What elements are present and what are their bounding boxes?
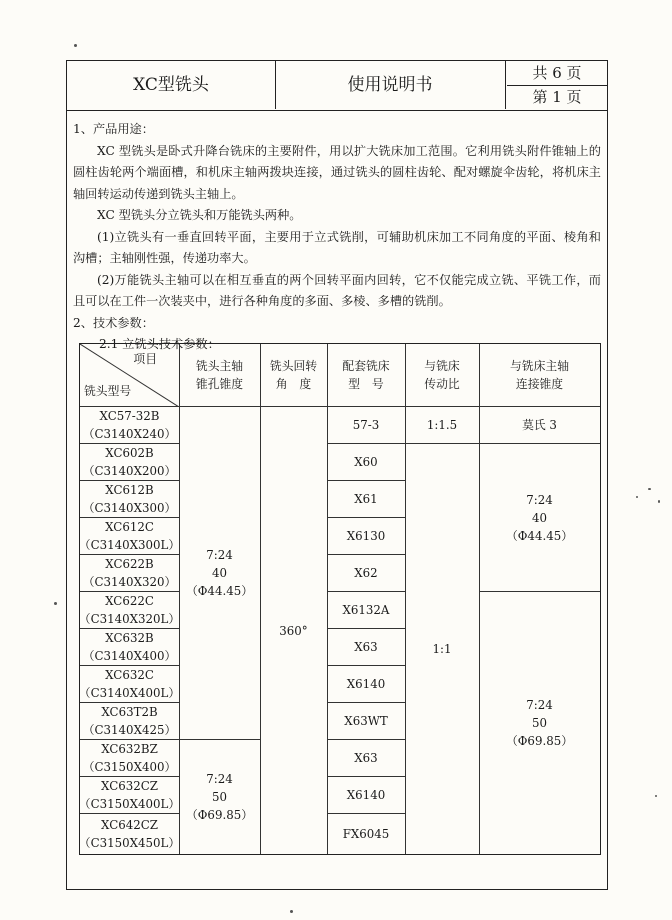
machine-cell: X6132A bbox=[327, 592, 405, 629]
table-row-model: XC63T2B （C3140X425） bbox=[80, 703, 179, 740]
header-spindle-taper: 铣头主轴 锥孔锥度 bbox=[179, 344, 260, 407]
connection-taper-morse: 莫氏 3 bbox=[479, 407, 600, 444]
header-rotation-angle: 铣头回转 角 度 bbox=[260, 344, 327, 407]
header-machine-model: 配套铣床 型 号 bbox=[327, 344, 405, 407]
machine-cell: X6140 bbox=[327, 666, 405, 703]
paragraph: XC 型铣头是卧式升降台铣床的主要附件，用以扩大铣床加工范围。它利用铣头附件锥轴上的圆柱齿轮两个端面槽，和机床主轴两拨块连接，通过铣头的圆柱齿轮、配对螺旋伞齿轮，将机床主轴回转运动传递到铣头主轴上。 bbox=[73, 143, 601, 201]
scan-speck bbox=[74, 44, 77, 47]
machine-cell: X63WT bbox=[327, 703, 405, 740]
table-corner-cell bbox=[80, 344, 179, 407]
spindle-taper-group-a: 7:24 40 （Φ44.45） bbox=[179, 407, 260, 740]
table-row-model: XC632BZ （C3150X400） bbox=[80, 740, 179, 777]
header-table bbox=[67, 61, 607, 111]
header-ratio: 与铣床 传动比 bbox=[405, 344, 479, 407]
ratio-cell-a: 1:1.5 bbox=[405, 407, 479, 444]
page-number: 第 1 页 bbox=[532, 88, 582, 106]
paragraph: XC 型铣头分立铣头和万能铣头两种。 bbox=[97, 208, 302, 222]
header-connection-taper: 与铣床主轴 连接锥度 bbox=[479, 344, 600, 407]
machine-cell: X6140 bbox=[327, 777, 405, 814]
scan-speck bbox=[648, 488, 651, 490]
table-row-model: XC57-32B （C3140X240） bbox=[80, 407, 179, 444]
machine-cell: FX6045 bbox=[342, 827, 390, 841]
machine-cell: X60 bbox=[327, 444, 405, 481]
scan-speck bbox=[658, 500, 660, 503]
spindle-taper-group-b: 7:24 50 （Φ69.85） bbox=[185, 772, 254, 822]
body-text bbox=[73, 119, 601, 356]
spec-table bbox=[79, 343, 601, 855]
table-row-model: XC612C （C3140X300L） bbox=[80, 518, 179, 555]
machine-cell: X63 bbox=[327, 740, 405, 777]
table-row-model: XC632CZ （C3150X400L） bbox=[80, 777, 179, 814]
table-row-model: XC602B （C3140X200） bbox=[80, 444, 179, 481]
document-title: 使用说明书 bbox=[275, 61, 506, 109]
scan-speck bbox=[54, 602, 57, 605]
document-frame bbox=[66, 60, 608, 890]
section-1-title: 1、产品用途： bbox=[73, 122, 154, 136]
ratio-cell-b: 1:1 bbox=[432, 642, 452, 656]
scan-speck bbox=[290, 910, 293, 913]
scan-speck bbox=[636, 496, 638, 498]
section-2-title: 2、技术参数： bbox=[73, 315, 154, 330]
machine-cell: X61 bbox=[327, 481, 405, 518]
subsection-title: 2.1 立铣头技术参数： bbox=[99, 337, 220, 351]
total-pages: 共 6 页 bbox=[507, 61, 607, 86]
paragraph: (1)立铣头有一垂直回转平面，主要用于立式铣削，可辅助机床加工不同角度的平面、棱角和沟槽；主轴刚性强，传递功率大。 bbox=[73, 229, 601, 265]
machine-cell: X62 bbox=[327, 555, 405, 592]
table-row-model: XC632C （C3140X400L） bbox=[80, 666, 179, 703]
machine-cell: 57-3 bbox=[327, 407, 405, 444]
connection-taper-group-b: 7:24 40 （Φ44.45） bbox=[479, 444, 600, 592]
scan-speck bbox=[655, 795, 657, 797]
table-row-model: XC632B （C3140X400） bbox=[80, 629, 179, 666]
machine-cell: X63 bbox=[327, 629, 405, 666]
machine-cell: X6130 bbox=[327, 518, 405, 555]
connection-taper-group-c: 7:24 50 （Φ69.85） bbox=[505, 698, 574, 748]
corner-label-model: 铣头型号 bbox=[84, 384, 132, 398]
rotation-angle-value: 360° bbox=[279, 623, 308, 638]
table-row-model: XC622B （C3140X320） bbox=[80, 555, 179, 592]
corner-label-item: 项目 bbox=[133, 352, 157, 366]
table-row-model: XC642CZ （C3150X450L） bbox=[78, 818, 181, 850]
paragraph: (2)万能铣头主轴可以在相互垂直的两个回转平面内回转，它不仅能完成立铣、平铣工作，而且可以在工件一次装夹中，进行各种角度的多面、多棱、多槽的铣削。 bbox=[73, 272, 601, 308]
table-row-model: XC622C （C3140X320L） bbox=[80, 592, 179, 629]
table-row-model: XC612B （C3140X300） bbox=[80, 481, 179, 518]
product-name: XC型铣头 bbox=[67, 61, 276, 109]
